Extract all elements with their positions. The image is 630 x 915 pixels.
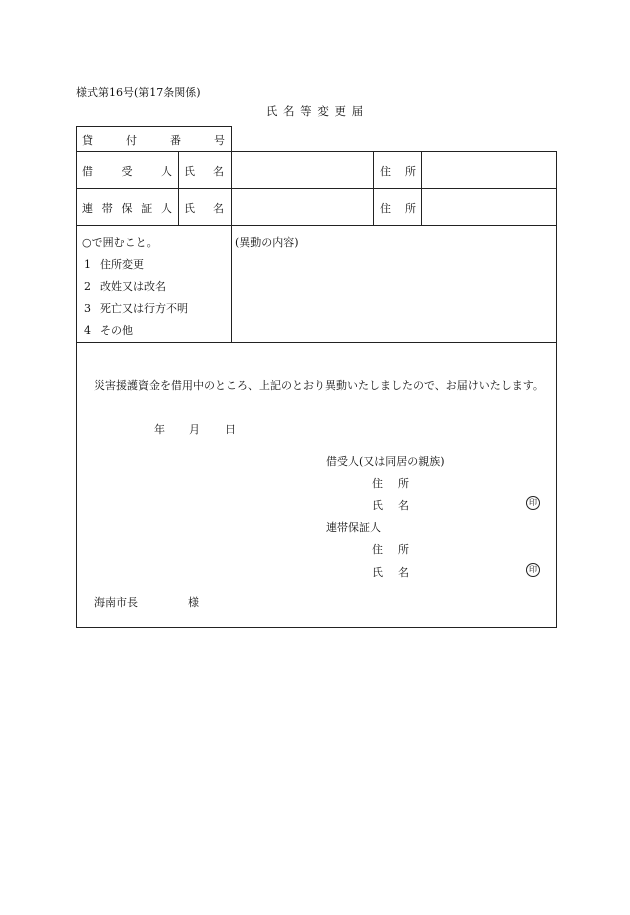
label-char: 付 xyxy=(126,134,137,147)
seal-mark-guarantor: 印 xyxy=(526,563,540,577)
label-char: 所 xyxy=(405,165,416,178)
rule-row4 xyxy=(76,342,556,343)
option-other: 4 その他 xyxy=(84,324,133,337)
loan-number-label xyxy=(82,132,225,148)
label-char: 保 xyxy=(121,202,133,215)
label-char: 受 xyxy=(121,165,133,178)
label-char: 貸 xyxy=(82,134,93,147)
rule-mid xyxy=(231,126,232,342)
rule-label-split xyxy=(178,151,179,225)
rule-address-right xyxy=(421,151,422,225)
date-month: 月 xyxy=(189,423,200,436)
label-char: 住 xyxy=(380,165,391,178)
rule-row3 xyxy=(76,225,556,226)
option-death-missing: 3 死亡又は行方不明 xyxy=(84,302,188,315)
sign-guarantor-address-label xyxy=(372,541,409,557)
borrower-address-label xyxy=(380,163,416,179)
rule-address-left xyxy=(373,151,374,225)
borrower-label xyxy=(82,163,172,179)
option-address-change: 1 住所変更 xyxy=(84,258,144,271)
borrower-name-label xyxy=(184,163,224,179)
rule-row1 xyxy=(76,151,556,152)
guarantor-address-label xyxy=(380,200,416,216)
label-char: 名 xyxy=(398,566,409,579)
label-char: 氏 xyxy=(184,165,195,178)
label-char: 氏 xyxy=(372,499,383,512)
label-char: 所 xyxy=(398,543,409,556)
honorific: 様 xyxy=(188,596,199,609)
label-char: 連 xyxy=(82,202,93,215)
label-char: 所 xyxy=(398,477,409,490)
form-title: 氏 名 等 変 更 届 xyxy=(265,104,365,118)
addressee: 海南市長 xyxy=(94,596,138,609)
label-char: 号 xyxy=(214,134,225,147)
label-char: 住 xyxy=(372,543,383,556)
guarantor-heading: 連帯保証人 xyxy=(326,521,381,534)
sign-borrower-name-label xyxy=(372,497,409,513)
sign-borrower-address-label xyxy=(372,475,409,491)
seal-mark-borrower: 印 xyxy=(526,496,540,510)
label-char: 氏 xyxy=(184,202,195,215)
form-number: 様式第16号(第17条関係) xyxy=(76,86,201,99)
label-char: 人 xyxy=(161,202,172,215)
rule-bottom xyxy=(76,627,557,628)
declaration-statement: 災害援護資金を借用中のところ、上記のとおり異動いたしましたので、お届けいたします。 xyxy=(94,379,544,392)
rule-left xyxy=(76,126,77,627)
guarantor-label xyxy=(82,200,172,216)
sign-guarantor-name-label xyxy=(372,564,409,580)
label-char: 住 xyxy=(380,202,391,215)
label-char: 帯 xyxy=(101,202,113,215)
guarantor-name-label xyxy=(184,200,224,216)
label-char: 氏 xyxy=(372,566,383,579)
rule-row2 xyxy=(76,188,556,189)
date-day: 日 xyxy=(225,423,236,436)
label-char: 住 xyxy=(372,477,383,490)
label-char: 証 xyxy=(141,202,153,215)
date-year: 年 xyxy=(154,423,165,436)
rule-right xyxy=(556,151,557,627)
option-name-change: 2 改姓又は改名 xyxy=(84,280,166,293)
label-char: 番 xyxy=(170,134,181,147)
label-char: 名 xyxy=(213,202,224,215)
label-char: 所 xyxy=(405,202,416,215)
rule-top-short xyxy=(76,126,231,127)
label-char: 名 xyxy=(213,165,224,178)
label-char: 名 xyxy=(398,499,409,512)
borrower-heading: 借受人(又は同居の親族) xyxy=(326,455,445,468)
label-char: 人 xyxy=(161,165,172,178)
change-detail-label: (異動の内容) xyxy=(235,236,299,249)
label-char: 借 xyxy=(82,165,93,178)
circle-instruction: ○で囲むこと。 xyxy=(82,236,158,249)
